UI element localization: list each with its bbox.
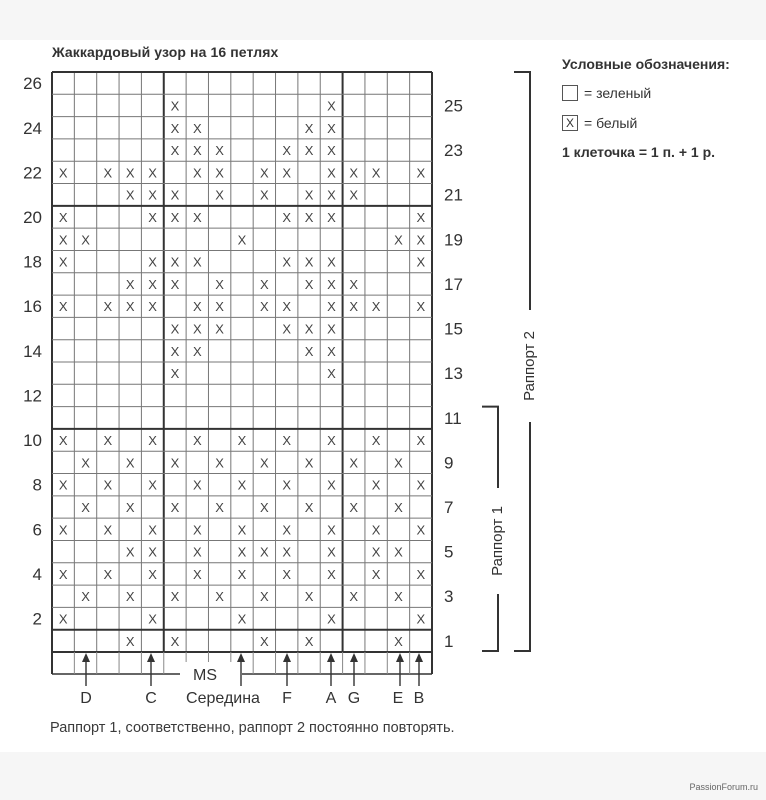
x-cell: X [282, 477, 292, 493]
x-cell: X [103, 299, 113, 315]
x-cell: X [327, 276, 336, 292]
x-cell: X [327, 522, 336, 538]
x-cell: X [304, 276, 314, 292]
x-cell: X [58, 566, 68, 582]
marker-arrowhead [237, 653, 245, 662]
x-cell: X [170, 455, 180, 471]
x-cell: X [349, 299, 359, 315]
legend-scale: 1 клеточка = 1 п. + 1 р. [562, 144, 716, 160]
x-cell: X [215, 321, 224, 337]
x-cell: X [170, 366, 180, 382]
x-cell: X [371, 477, 381, 493]
x-cell: X [237, 477, 247, 493]
left-row-number: 14 [23, 341, 42, 361]
x-cell: X [81, 500, 90, 515]
x-cell: X [103, 165, 113, 181]
x-cell: X [170, 143, 180, 159]
x-cell: X [58, 611, 68, 627]
x-cell: X [170, 343, 180, 359]
x-cell: X [148, 611, 157, 627]
x-cell-swatch: X [562, 115, 578, 131]
right-row-number: 13 [444, 364, 463, 384]
x-cell: X [327, 143, 336, 159]
marker-arrowhead [147, 653, 155, 662]
right-row-number: 25 [444, 96, 463, 116]
x-cell: X [394, 232, 403, 248]
x-cell: X [327, 299, 336, 315]
watermark: PassionForum.ru [689, 782, 758, 792]
left-row-number: 4 [32, 564, 42, 584]
x-cell: X [103, 566, 113, 582]
x-cell: X [260, 589, 269, 605]
x-cell: X [148, 276, 157, 292]
x-cell: X [125, 165, 135, 181]
legend-title: Условные обозначения: [562, 56, 730, 72]
x-cell: X [215, 500, 224, 515]
x-cell: X [58, 254, 68, 270]
x-cell: X [371, 522, 381, 538]
marker-letter-c: C [145, 690, 157, 707]
x-cell: X [103, 433, 113, 449]
marker-letter-d: D [80, 690, 92, 707]
x-cell: X [215, 299, 224, 315]
x-cell: X [192, 143, 202, 159]
chart-title: Жаккардовый узор на 16 петлях [52, 44, 279, 60]
x-cell: X [394, 633, 403, 649]
x-cell: X [237, 433, 247, 449]
x-cell: X [304, 343, 314, 359]
x-cell: X [192, 321, 202, 337]
x-cell: X [304, 254, 314, 270]
x-cell: X [416, 254, 426, 270]
x-cell: X [103, 477, 113, 493]
x-cell: X [148, 187, 157, 203]
x-cell: X [148, 254, 157, 270]
x-cell: X [349, 187, 359, 203]
marker-letter-b: B [413, 690, 425, 707]
x-cell: X [148, 566, 157, 582]
left-row-number: 24 [23, 118, 42, 138]
left-row-number: 22 [23, 163, 42, 183]
marker-letter-a: A [325, 690, 337, 707]
x-cell: X [282, 254, 292, 270]
x-cell: X [192, 254, 202, 270]
x-cell: X [170, 210, 180, 225]
x-cell: X [304, 589, 314, 605]
x-cell: X [215, 165, 224, 181]
right-row-number: 1 [444, 631, 454, 651]
x-cell: X [282, 210, 292, 225]
x-cell: X [81, 589, 90, 605]
x-cell: X [394, 589, 403, 605]
x-cell: X [327, 544, 336, 560]
right-row-number: 17 [444, 274, 463, 294]
x-cell: X [103, 522, 113, 538]
x-cell: X [125, 544, 135, 560]
x-cell: X [58, 165, 68, 181]
x-cell: X [327, 120, 336, 136]
x-cell: X [192, 299, 202, 315]
marker-arrowhead [82, 653, 90, 662]
x-cell: X [282, 165, 292, 181]
left-row-number: 12 [23, 386, 42, 406]
x-cell: X [58, 299, 68, 315]
x-cell: X [125, 633, 135, 649]
left-row-number: 10 [23, 431, 42, 451]
x-cell: X [237, 232, 247, 248]
marker-arrowhead [327, 653, 335, 662]
x-cell: X [215, 143, 224, 159]
x-cell: X [260, 633, 269, 649]
x-cell: X [327, 343, 336, 359]
x-cell: X [394, 544, 403, 560]
x-cell: X [327, 187, 336, 203]
x-cell: X [192, 210, 202, 225]
x-cell: X [371, 299, 381, 315]
x-cell: X [148, 433, 157, 449]
left-row-number: 8 [32, 475, 42, 495]
x-cell: X [192, 165, 202, 181]
x-cell: X [170, 120, 180, 136]
x-cell: X [58, 522, 68, 538]
x-cell: X [371, 165, 381, 181]
x-cell: X [125, 276, 135, 292]
marker-arrowhead [283, 653, 291, 662]
x-cell: X [260, 500, 269, 515]
x-cell: X [416, 299, 426, 315]
marker-letter-e: E [392, 690, 404, 707]
x-cell: X [125, 500, 135, 515]
x-cell: X [192, 343, 202, 359]
x-cell: X [260, 455, 269, 471]
legend-x-label: = белый [584, 115, 638, 131]
left-row-number: 2 [32, 609, 42, 629]
x-cell: X [416, 566, 426, 582]
x-cell: X [148, 544, 157, 560]
x-cell: X [416, 477, 426, 493]
x-cell: X [282, 321, 292, 337]
x-cell: X [192, 433, 202, 449]
x-cell: X [327, 477, 336, 493]
x-cell: X [192, 120, 202, 136]
x-cell: X [416, 210, 426, 225]
x-cell: X [371, 566, 381, 582]
x-cell: X [125, 299, 135, 315]
x-cell: X [237, 522, 247, 538]
x-cell: X [327, 321, 336, 337]
x-cell: X [327, 254, 336, 270]
x-cell: X [148, 165, 157, 181]
x-cell: X [371, 433, 381, 449]
x-cell: X [282, 143, 292, 159]
x-cell: X [304, 187, 314, 203]
x-cell: X [416, 232, 426, 248]
x-cell: X [58, 477, 68, 493]
x-cell: X [170, 589, 180, 605]
x-cell: X [58, 210, 68, 225]
marker-arrowhead [396, 653, 404, 662]
x-cell: X [260, 299, 269, 315]
x-cell: X [237, 566, 247, 582]
x-cell: X [349, 165, 359, 181]
x-cell: X [282, 433, 292, 449]
x-cell: X [215, 276, 224, 292]
x-cell: X [304, 143, 314, 159]
x-cell: X [349, 455, 359, 471]
marker-arrowhead [415, 653, 423, 662]
x-cell: X [327, 433, 336, 449]
left-row-number: 20 [23, 208, 42, 227]
x-cell: X [58, 433, 68, 449]
x-cell: X [304, 500, 314, 515]
left-row-number: 16 [23, 297, 42, 317]
x-cell: X [394, 500, 403, 515]
marker-arrowhead [350, 653, 358, 662]
x-cell: X [349, 500, 359, 515]
x-cell: X [237, 544, 247, 560]
x-cell: X [327, 210, 336, 225]
right-row-number: 3 [444, 587, 454, 607]
right-row-number: 21 [444, 185, 463, 205]
x-cell: X [304, 120, 314, 136]
x-cell: X [192, 566, 202, 582]
x-cell: X [192, 522, 202, 538]
x-cell: X [327, 566, 336, 582]
right-row-number: 7 [444, 498, 454, 517]
x-cell: X [416, 522, 426, 538]
right-row-number: 11 [444, 408, 462, 428]
x-cell: X [327, 98, 336, 114]
x-cell: X [416, 611, 426, 627]
x-cell: X [148, 522, 157, 538]
x-cell: X [304, 455, 314, 471]
x-cell: X [125, 589, 135, 605]
x-cell: X [371, 544, 381, 560]
middle-label: Середина [186, 690, 260, 707]
x-cell: X [327, 366, 336, 382]
right-row-number: 19 [444, 230, 463, 250]
x-cell: X [170, 321, 180, 337]
x-cell: X [416, 433, 426, 449]
right-row-number: 5 [444, 542, 454, 562]
x-cell: X [170, 276, 180, 292]
x-cell: X [215, 455, 224, 471]
x-cell: X [416, 165, 426, 181]
x-cell: X [327, 611, 336, 627]
x-cell: X [260, 165, 269, 181]
right-row-number: 9 [444, 453, 454, 473]
x-cell: X [148, 299, 157, 315]
x-cell: X [125, 187, 135, 203]
x-cell: X [394, 455, 403, 471]
marker-letter-g: G [347, 690, 361, 707]
x-cell: X [170, 98, 180, 114]
x-cell: X [215, 187, 224, 203]
x-cell: X [148, 477, 157, 493]
x-cell: X [170, 500, 180, 515]
x-cell: X [237, 611, 247, 627]
x-cell: X [304, 210, 314, 225]
x-cell: X [282, 522, 292, 538]
legend-empty-label: = зеленый [584, 85, 652, 101]
rapport1-label: Раппорт 1 [488, 506, 506, 576]
right-row-number: 23 [444, 141, 463, 161]
x-cell: X [215, 589, 224, 605]
x-cell: X [192, 544, 202, 560]
ms-label: MS [193, 667, 217, 684]
rapport2-label: Раппорт 2 [520, 331, 538, 401]
marker-letter-f: F [282, 690, 292, 707]
x-cell: X [192, 477, 202, 493]
x-cell: X [349, 589, 359, 605]
x-cell: X [304, 633, 314, 649]
x-cell: X [81, 232, 90, 248]
footer-note: Раппорт 1, соответственно, раппорт 2 постоянно повторять. [50, 720, 455, 736]
x-cell: X [282, 566, 292, 582]
x-cell: X [304, 321, 314, 337]
left-row-number: 26 [23, 74, 42, 94]
x-cell: X [170, 187, 180, 203]
left-row-number: 18 [23, 252, 42, 272]
x-cell: X [282, 299, 292, 315]
x-cell: X [170, 254, 180, 270]
x-cell: X [148, 210, 157, 225]
x-cell: X [81, 455, 90, 471]
x-cell: X [260, 187, 269, 203]
x-cell: X [170, 633, 180, 649]
x-cell: X [260, 544, 269, 560]
x-cell: X [349, 276, 359, 292]
x-cell: X [58, 232, 68, 248]
x-cell: X [327, 165, 336, 181]
right-row-number: 15 [444, 319, 463, 339]
x-cell: X [125, 455, 135, 471]
left-row-number: 6 [32, 520, 42, 540]
x-cell: X [260, 276, 269, 292]
x-cell: X [282, 544, 292, 560]
